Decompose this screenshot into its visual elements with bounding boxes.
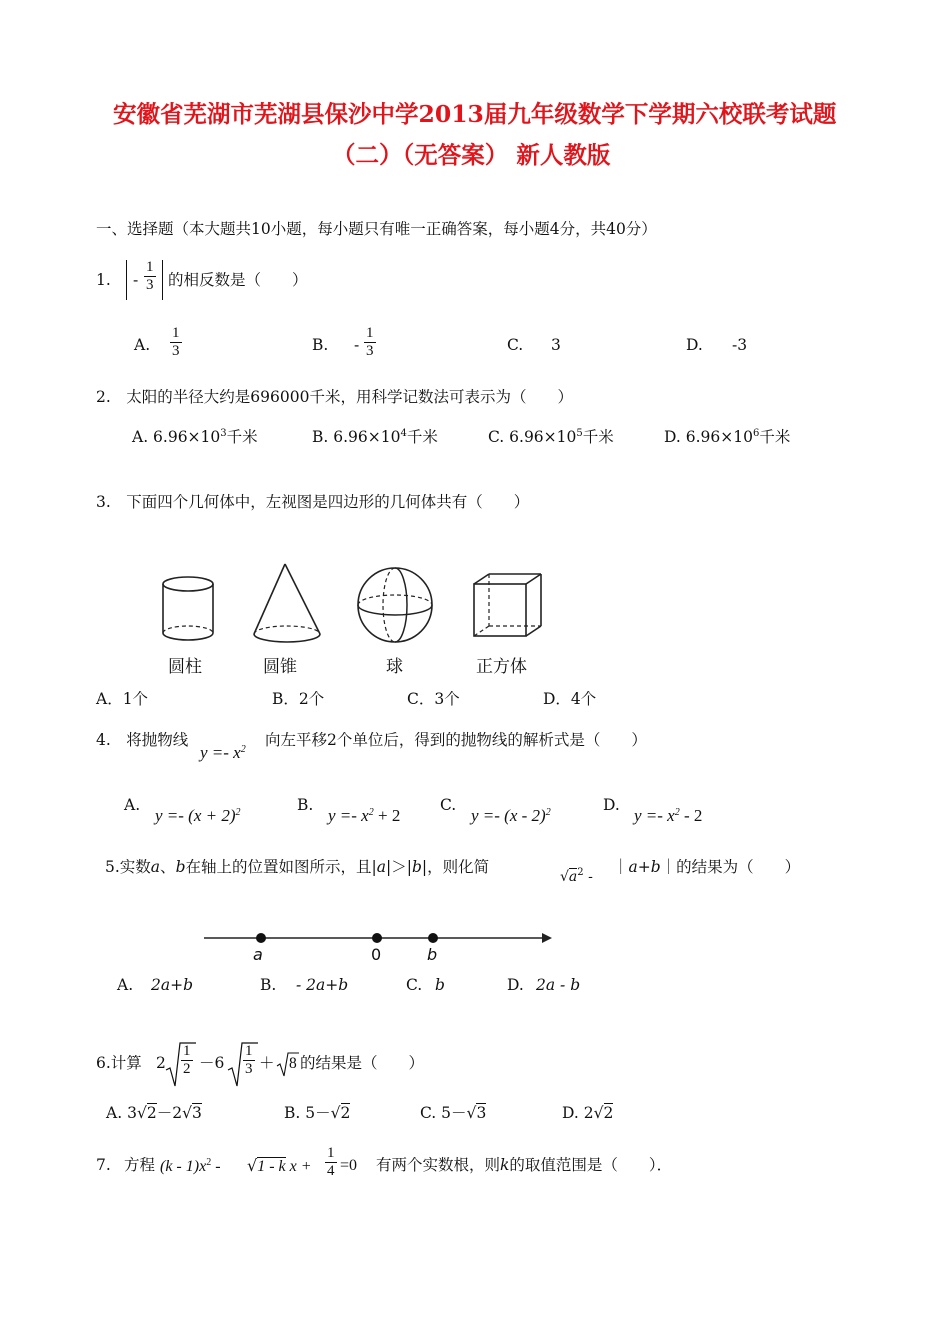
q7-number: 7. bbox=[96, 1156, 111, 1174]
q2-text: 2. 太阳的半径大约是696000千米，用科学记数法可表示为（ ） bbox=[96, 388, 573, 406]
q4-parabola: $y =- x^2$ bbox=[200, 743, 246, 762]
q4-text-start: 4. 将抛物线 bbox=[96, 731, 189, 749]
q5-option-c-label: C. bbox=[406, 976, 423, 994]
axis-label-a: a bbox=[253, 945, 263, 964]
q4-option-d: $y =- x^2 - 2$ bbox=[634, 806, 703, 825]
q3-option-b: B．2个 bbox=[272, 690, 325, 708]
q4-option-c-label: C. bbox=[440, 796, 457, 814]
q4-option-b-label: B. bbox=[297, 796, 314, 814]
q6-text-start: 6.计算 bbox=[96, 1054, 142, 1072]
axis-label-zero: 0 bbox=[371, 945, 382, 964]
q5-sqrt-expr: $√a^2$ - bbox=[560, 867, 593, 885]
shape-label-cube: 正方体 bbox=[476, 657, 527, 677]
q1-option-b-label: B. bbox=[312, 336, 329, 354]
q1-fraction: $\frac{1}{3}$ bbox=[146, 259, 154, 293]
q3-option-d: D．4个 bbox=[543, 690, 597, 708]
q1-option-c-label: C. bbox=[507, 336, 524, 354]
q1-option-b-fraction: $\frac{1}{3}$ bbox=[366, 325, 374, 359]
q5-option-a: 2a+b bbox=[151, 976, 194, 994]
q5-option-c: b bbox=[435, 976, 445, 994]
page-title-line1: 安徽省芜湖市芜湖县保沙中学2013届九年级数学下学期六校联考试题 bbox=[113, 100, 837, 128]
q2-option-d: D. $6.96\times 10^6$千米 bbox=[664, 428, 791, 446]
q1-option-d-value: -3 bbox=[732, 336, 748, 354]
sphere-figure bbox=[356, 568, 436, 648]
q1-number: 1. bbox=[96, 271, 111, 289]
cone-figure bbox=[252, 562, 324, 650]
page-title-line2: （二）（无答案） 新人教版 bbox=[332, 141, 611, 169]
q5-option-d: 2a - b bbox=[536, 976, 581, 994]
q7-text-end: 有两个实数根，则k的取值范围是（ ）． bbox=[376, 1156, 673, 1174]
q5-option-d-label: D. bbox=[507, 976, 524, 994]
abs-bar-right bbox=[162, 260, 163, 300]
abs-bar-left bbox=[126, 260, 127, 300]
q6-option-d: D. 2√2 bbox=[562, 1104, 614, 1122]
q6-option-c: C. 5－√3 bbox=[420, 1104, 487, 1122]
q4-option-b: $y =- x^2 + 2$ bbox=[328, 806, 401, 825]
q3-option-c: C．3个 bbox=[407, 690, 460, 708]
q5-option-a-label: A. bbox=[117, 976, 134, 994]
q4-option-a: $y =- (x + 2)^2$ bbox=[155, 806, 241, 825]
q2-option-b: B. $6.96\times 10^4$千米 bbox=[312, 428, 438, 446]
q3-option-a: A．1个 bbox=[96, 690, 149, 708]
q7-text-start: 方程 bbox=[124, 1156, 156, 1174]
q6-option-a: A. 3√2－2√3 bbox=[106, 1104, 202, 1122]
q1-option-a-fraction: $\frac{1}{3}$ bbox=[172, 325, 180, 359]
axis-label-b: b bbox=[427, 945, 438, 964]
q4-option-c: y =- (x - 2)$^2$ bbox=[471, 806, 551, 825]
cylinder-figure bbox=[160, 575, 220, 645]
shape-label-cone: 圆锥 bbox=[263, 657, 297, 677]
q4-option-a-label: A. bbox=[124, 796, 141, 814]
q5-option-b-label: B. bbox=[260, 976, 277, 994]
q1-option-c-value: 3 bbox=[551, 336, 561, 354]
q1-text: 的相反数是（ ） bbox=[168, 271, 308, 289]
q5-text: 5.实数a、b在轴上的位置如图所示，且|a|＞|b|，则化简 bbox=[105, 858, 490, 876]
q3-text: 3. 下面四个几何体中，左视图是四边形的几何体共有（ ） bbox=[96, 493, 530, 511]
q2-option-a: A. $6.96\times 10^3$千米 bbox=[132, 428, 258, 446]
shape-label-sphere: 球 bbox=[386, 657, 403, 677]
shape-label-cylinder: 圆柱 bbox=[168, 657, 202, 677]
q1-option-b-sign: - bbox=[354, 336, 360, 354]
q5-text-end: ｜a+b｜的结果为（ ） bbox=[613, 858, 801, 876]
abs-minus: - bbox=[133, 271, 139, 289]
q5-option-b: - 2a+b bbox=[296, 976, 349, 994]
q2-option-c: C. $6.96\times 10^5$千米 bbox=[488, 428, 614, 446]
q1-option-d-label: D. bbox=[686, 336, 703, 354]
cube-figure bbox=[472, 572, 548, 640]
q6-option-b: B. 5－√2 bbox=[284, 1104, 351, 1122]
q6-text-end: 的结果是（ ） bbox=[300, 1054, 425, 1072]
q1-option-a-label: A. bbox=[134, 336, 151, 354]
q4-option-d-label: D. bbox=[603, 796, 620, 814]
section-heading: 一、选择题（本大题共10小题，每小题只有唯一正确答案，每小题4分，共40分） bbox=[96, 220, 657, 238]
q4-text-end: 向左平移2个单位后，得到的抛物线的解析式是（ ） bbox=[265, 731, 647, 749]
